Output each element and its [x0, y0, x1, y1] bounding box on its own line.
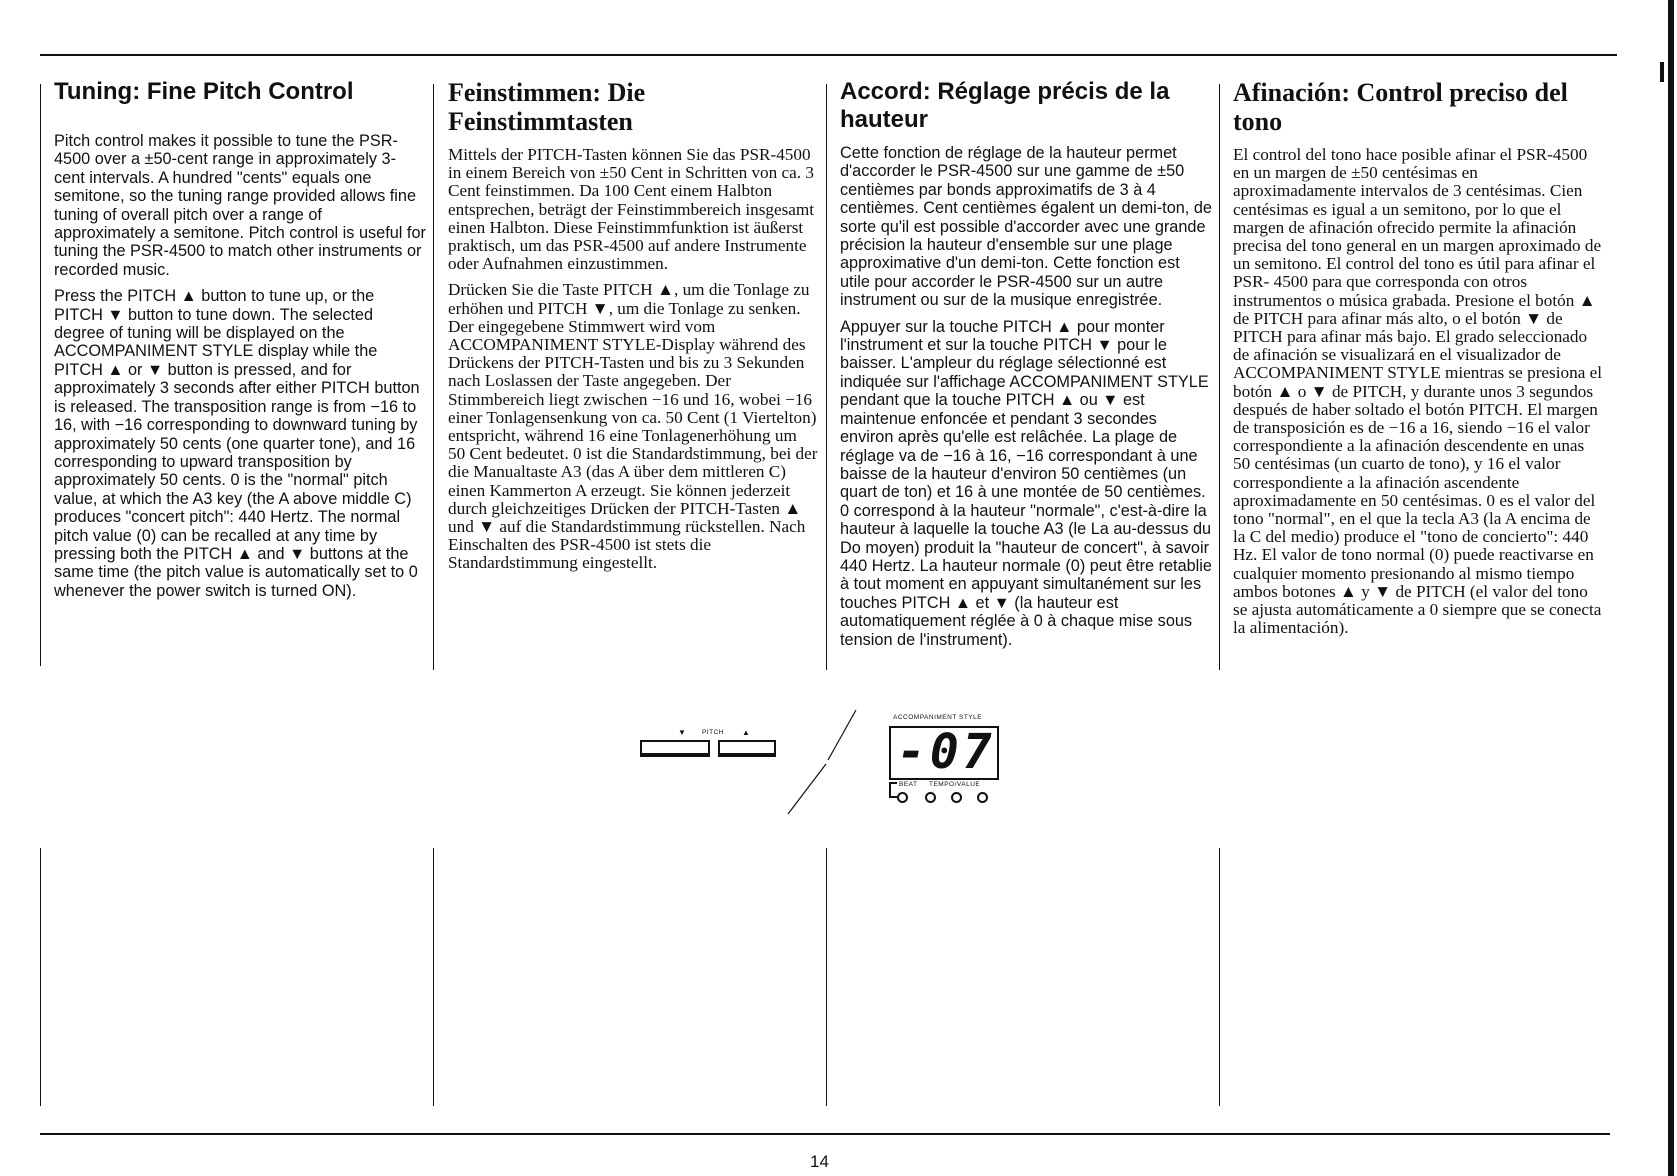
- pitch-down-arrow-icon: ▼: [678, 728, 687, 737]
- spanish-heading: Afinación: Control preciso del tono: [1233, 78, 1568, 136]
- column-divider-4: [1219, 84, 1220, 670]
- led-display-value: -07: [897, 724, 996, 780]
- english-paragraph-2: Press the PITCH ▲ button to tune up, or the PITCH ▼ button to tune down. The selected degree of tuning will be displayed on the ACCOMPANIMENT STYLE display while the PITCH ▲ or ▼ button is pressed, and for approximately 3 seconds after either PITCH button is released. The transposition range is from −16 to 16, with −16 corresponding to downward tuning by approximately 50 cents (one quarter tone), and 16 corresponding to upward transposition by approximately 50 cents. 0 is the "normal" pitch value, at which the A3 key (the A above middle C) produces "concert pitch": 440 Hertz. The normal pitch value (0) can be recalled at any time by pressing both the PITCH ▲ and ▼ buttons at the same time (the pitch value is automatically set to 0 whenever the power switch is turned ON).: [54, 287, 420, 600]
- column-divider-lower-2: [433, 848, 434, 1106]
- pitch-button-figure: [640, 728, 780, 768]
- top-rule: [40, 54, 1617, 56]
- right-edge-mark: [1660, 62, 1664, 82]
- english-heading: Tuning: Fine Pitch Control: [54, 78, 354, 105]
- page-number: 14: [810, 1152, 829, 1171]
- beat-label: BEAT: [899, 781, 918, 788]
- beat-led-3: [951, 792, 962, 803]
- bottom-rule: [40, 1133, 1610, 1135]
- german-heading: Feinstimmen: Die Feinstimmtasten: [448, 78, 646, 136]
- german-paragraph-1: Mittels der PITCH-Tasten können Sie das PSR-4500 in einem Bereich von ±50 Cent in Schritten von ca. 3 Cent feinstimmen. Da 100 Cent einem Halbton entsprechen, beträgt der Feinstimmbereich insgesamt einen Halbton. Diese Feinstimmfunktion ist äußerst praktisch, um das PSR-4500 auf andere Instrumente oder Aufnahmen einzustimmen.: [448, 145, 815, 274]
- french-paragraph-2: Appuyer sur la touche PITCH ▲ pour monter l'instrument et sur la touche PITCH ▼ pour le baisser. L'ampleur du réglage sélectionné est indiquée sur l'affichage ACCOMPANIMENT STYLE pendant que la touche PITCH ▲ ou ▼ est maintenue enfoncée et pendant 3 secondes environ après qu'elle est relâchée. La plage de réglage va de −16 à 16, −16 correspondant à une baisse de la hauteur d'environ 50 centièmes (un quart de ton) et 16 à une montée de 50 centièmes. 0 correspond à la hauteur "normale", c'est-à-dire la hauteur à laquelle la touche A3 (le La au-dessus du Do moyen) produit la "hauteur de concert", à savoir 440 Hertz. La hauteur normale (0) peut être retablie à tout moment en appuyant simultanément sur les touches PITCH ▲ et ▼ (la hauteur est automatiquement réglée à 0 à chaque mise sous tension de l'instrument).: [840, 317, 1212, 649]
- column-german: [448, 78, 818, 581]
- beat-led-1: [897, 792, 908, 803]
- spanish-paragraph-1: El control del tono hace posible afinar el PSR-4500 en un margen de ±50 centésimas en aproximadamente intervalos de 3 centésimas. Cien centésimas es igual a un semitono, por lo que el margen de afinación ofrecido permite la afinación precisa del tono general en un margen aproximado de un semitono. El control del tono es útil para afinar el PSR- 4500 para que corresponda con otros instrumentos o música grabada. Presione el botón ▲ de PITCH para afinar más alto, o el botón ▼ de PITCH para afinar más bajo. El grado seleccionado de afinación se visualizará en el visualizador de ACCOMPANIMENT STYLE mientras se presiona el botón ▲ o ▼ de PITCH, y durante unos 3 segundos después de haber soltado el botón PITCH. El margen de transposición es de −16 a 16, siendo −16 el valor correspondiente a la afinación descendente en unas 50 centésimas (un cuarto de tono), y 16 el valor correspondiente a la afinación ascendente aproximadamente en 50 centésimas. 0 es el valor del tono "normal", en el que la tecla A3 (la A encima de la C del medio) produce el "tono de concierto": 440 Hz. El valor de tono normal (0) puede reactivarse en cualquier momento presionando al mismo tiempo ambos botones ▲ y ▼ de PITCH (el valor del tono se ajusta automáticamente a 0 siempre que se conecta la alimentación).: [1233, 145, 1603, 638]
- column-divider-lower-1: [40, 848, 41, 1106]
- column-divider-3: [826, 84, 827, 670]
- column-divider-lower-4: [1219, 848, 1220, 1106]
- english-paragraph-1: Pitch control makes it possible to tune the PSR-4500 over a ±50-cent range in approximately 3-cent intervals. A hundred "cents" equals one semitone, so the tuning range provided allows fine tuning of overall pitch over a range of approximately a semitone. Pitch control is useful for tuning the PSR-4500 to match other instruments or recorded music.: [54, 132, 426, 279]
- french-paragraph-1: Cette fonction de réglage de la hauteur permet d'accorder le PSR-4500 sur une gamme de ±50 centièmes par bonds approximatifs de 3 à 4 centièmes. Cent centièmes égalent un demi-ton, de sorte qu'il est possible d'accorder avec une grande précision la hauteur d'ensemble sur une plage approximative d'un demi-ton. Cette fonction est utile pour accorder le PSR-4500 sur un autre instrument ou sur de la musique enregistrée.: [840, 144, 1212, 310]
- column-divider-lower-3: [826, 848, 827, 1106]
- beat-led-2: [925, 792, 936, 803]
- accompaniment-style-display-figure: [885, 714, 1005, 804]
- german-paragraph-2: Drücken Sie die Taste PITCH ▲, um die Tonlage zu erhöhen und PITCH ▼, um die Tonlage zu senken. Der eingegebene Stimmwert wird vom ACCOMPANIMENT STYLE-Display während des Drückens der PITCH-Tasten und bis zu 3 Sekunden nach Loslassen der Taste angegeben. Der Stimmbereich liegt zwischen −16 und 16, wobei −16 einer Tonlagensenkung von ca. 50 Cent (1 Viertelton) entspricht, während 16 eine Tonlagenerhöhung um 50 Cent bedeutet. 0 ist die Standardstimmung, bei der die Manualtaste A3 (das A über dem mittleren C) einen Kammerton A erzeugt. Sie können jederzeit durch gleichzeitiges Drücken der PITCH-Tasten ▲ und ▼ auf die Standardstimmung rückstellen. Nach Einschalten des PSR-4500 ist stets die Standardstimmung eingestellt.: [448, 280, 818, 573]
- column-french: [840, 78, 1212, 657]
- french-heading: Accord: Réglage précis de la hauteur: [840, 78, 1170, 133]
- column-spanish: [1233, 78, 1605, 645]
- led-display: [889, 726, 999, 780]
- column-divider-2: [433, 84, 434, 670]
- pitch-up-arrow-icon: ▲: [742, 728, 751, 737]
- pitch-up-button[interactable]: [718, 740, 776, 757]
- beat-led-4: [977, 792, 988, 803]
- column-english: [54, 78, 426, 608]
- led-bracket: [889, 782, 897, 798]
- pitch-down-button[interactable]: [640, 740, 710, 757]
- accompaniment-style-label: ACCOMPANIMENT STYLE: [893, 714, 983, 721]
- column-divider-1: [40, 84, 41, 666]
- tempo-value-label: TEMPO/VALUE: [929, 781, 981, 788]
- figure-connector-line: [780, 708, 860, 818]
- pitch-label: PITCH: [702, 729, 724, 736]
- right-edge-bar: [1668, 0, 1674, 1176]
